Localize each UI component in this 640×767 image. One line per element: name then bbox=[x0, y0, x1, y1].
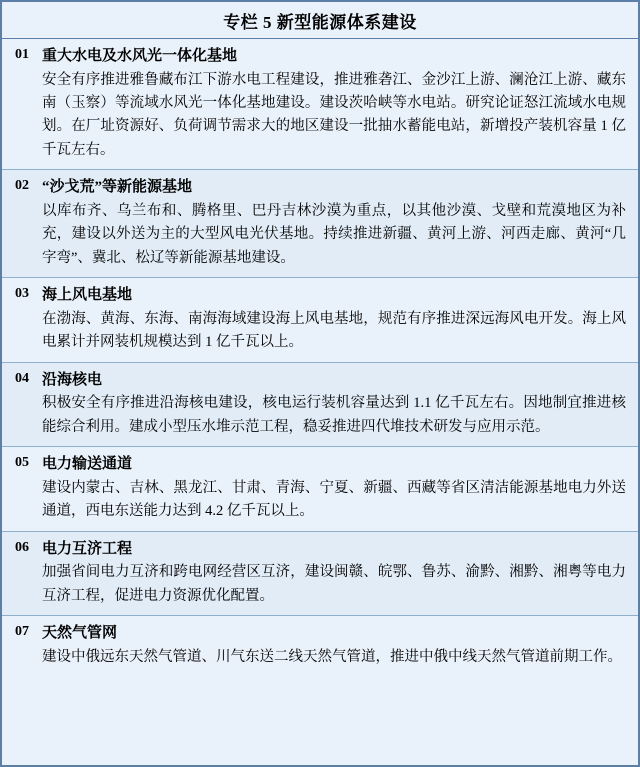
item-body: 在渤海、黄海、东海、南海海域建设海上风电基地，规范有序推进深远海风电开发。海上风电累计并网装机规模达到 1 亿千瓦以上。 bbox=[42, 310, 626, 351]
table-row bbox=[2, 532, 638, 616]
item-body: 安全有序推进雅鲁藏布江下游水电工程建设，推进雅砻江、金沙江上游、澜沧江上游、藏东南（玉察）等流域水风光一体化基地建设。建设茨哈峡等水电站。研究论证怒江流域水电规划。在厂址资源好、负荷调节需求大的地区建设一批抽水蓄能电站，新增投产装机容量 1 亿千瓦左右。 bbox=[42, 71, 626, 158]
item-content bbox=[42, 363, 638, 446]
table-row bbox=[2, 447, 638, 531]
table-row bbox=[2, 170, 638, 278]
item-heading: “沙戈荒”等新能源基地 bbox=[42, 179, 193, 196]
item-list bbox=[2, 39, 638, 676]
item-heading: 天然气管网 bbox=[42, 625, 118, 642]
item-body: 建设中俄远东天然气管道、川气东送二线天然气管道，推进中俄中线天然气管道前期工作。 bbox=[42, 648, 622, 665]
item-content bbox=[42, 616, 638, 676]
item-body: 加强省间电力互济和跨电网经营区互济，建设闽赣、皖鄂、鲁苏、渝黔、湘黔、湘粤等电力互济工程，促进电力资源优化配置。 bbox=[42, 564, 626, 604]
table-row bbox=[2, 39, 638, 170]
item-number: 06 bbox=[15, 539, 29, 555]
item-number: 07 bbox=[15, 624, 29, 640]
table-row bbox=[2, 278, 638, 362]
item-heading: 电力互济工程 bbox=[42, 540, 133, 557]
item-number: 03 bbox=[15, 286, 29, 302]
table-row bbox=[2, 616, 638, 676]
item-heading: 海上风电基地 bbox=[42, 287, 133, 304]
item-number: 02 bbox=[15, 178, 29, 194]
item-number: 05 bbox=[15, 455, 29, 471]
item-number: 04 bbox=[15, 370, 29, 386]
item-content bbox=[42, 278, 638, 361]
page-title: 专栏 5 新型能源体系建设 bbox=[223, 12, 417, 32]
item-content bbox=[42, 447, 638, 530]
item-content bbox=[42, 170, 638, 277]
item-heading: 电力输送通道 bbox=[42, 456, 133, 473]
item-body: 建设内蒙古、吉林、黑龙江、甘肃、青海、宁夏、新疆、西藏等省区清洁能源基地电力外送通道，西电东送能力达到 4.2 亿千瓦以上。 bbox=[42, 479, 626, 520]
table-row bbox=[2, 363, 638, 447]
item-content bbox=[42, 532, 638, 615]
item-body: 以库布齐、乌兰布和、腾格里、巴丹吉林沙漠为重点，以其他沙漠、戈壁和荒漠地区为补充，建设以外送为主的大型风电光伏基地。持续推进新疆、黄河上游、河西走廊、黄河“几字弯”、冀北、松辽等新能源基地建设。 bbox=[42, 202, 626, 266]
item-number: 01 bbox=[15, 47, 29, 62]
item-heading: 沿海核电 bbox=[42, 371, 103, 388]
table-title-bar bbox=[2, 2, 638, 39]
item-content bbox=[42, 39, 638, 169]
item-heading: 重大水电及水风光一体化基地 bbox=[42, 48, 238, 64]
item-body: 积极安全有序推进沿海核电建设，核电运行装机容量达到 1.1 亿千瓦左右。因地制宜推进核能综合利用。建成小型压水堆示范工程，稳妥推进四代堆技术研发与应用示范。 bbox=[42, 395, 626, 435]
